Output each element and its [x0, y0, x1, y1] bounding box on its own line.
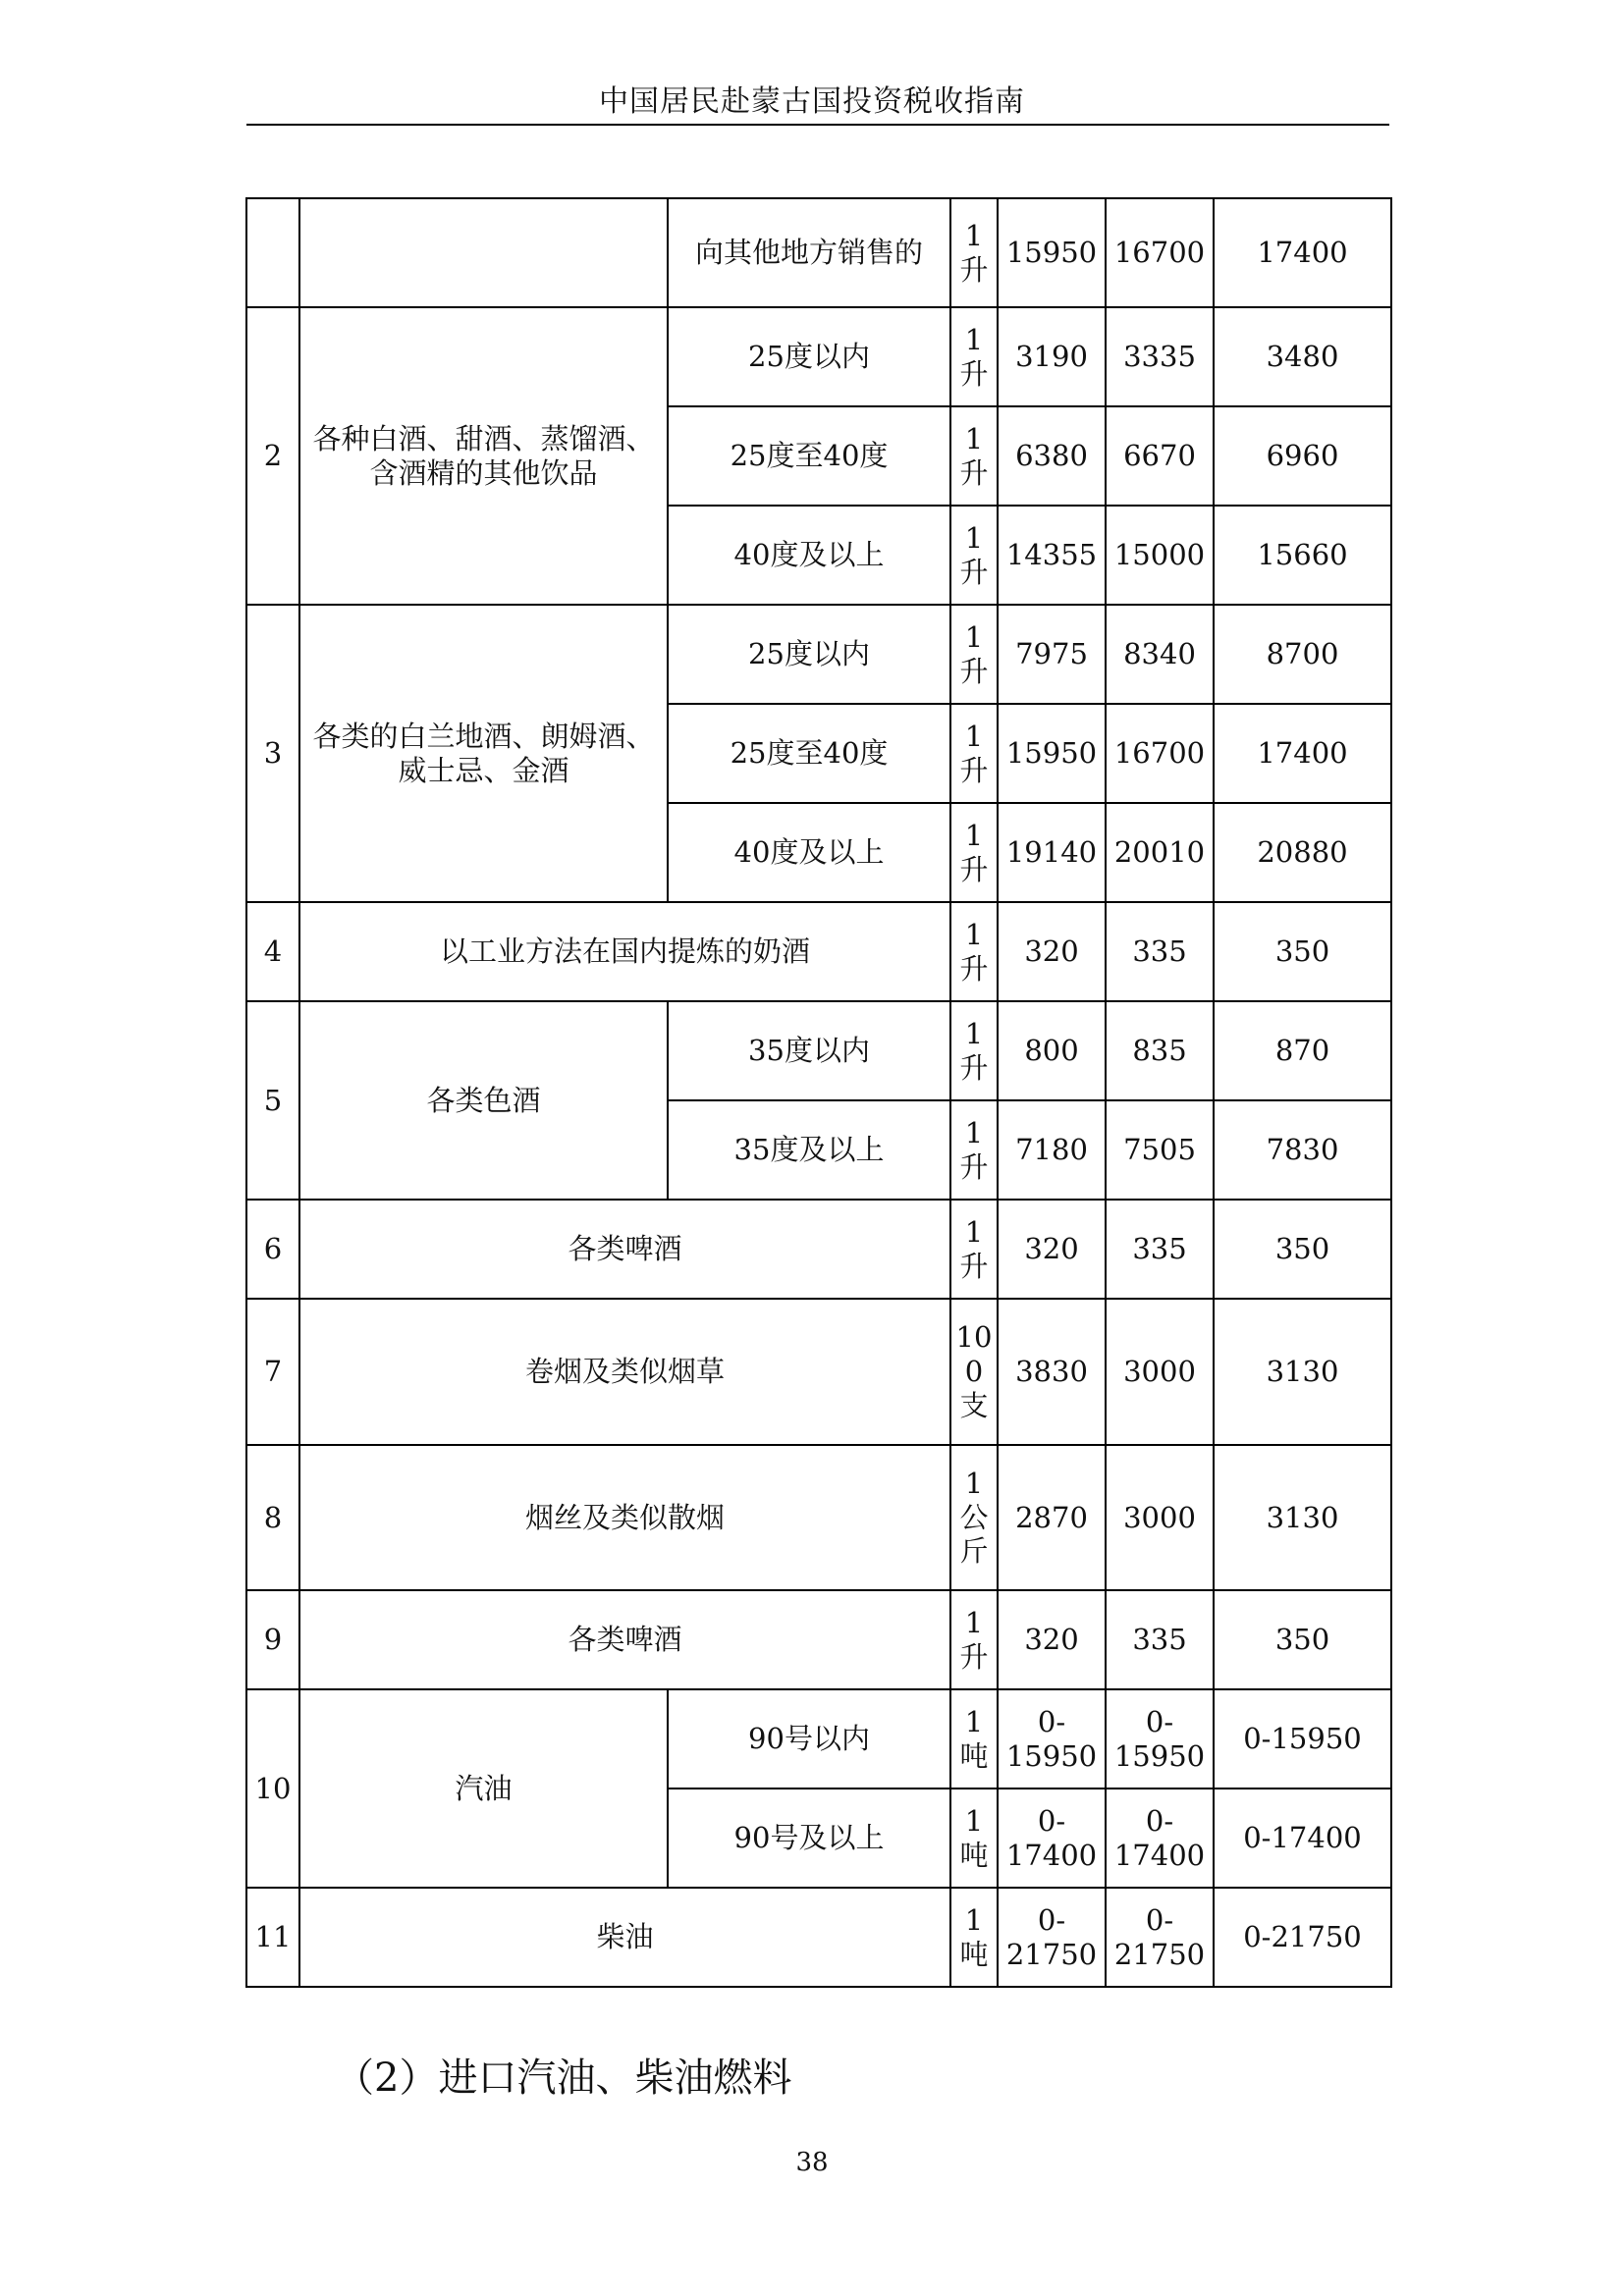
unit: 1吨 [950, 1888, 998, 1987]
rate-3: 3480 [1214, 307, 1391, 406]
table-row [246, 902, 1391, 1001]
rate-2: 8340 [1106, 605, 1214, 704]
rate-1: 320 [998, 1590, 1106, 1689]
table-row [246, 1689, 1391, 1789]
rate-3: 6960 [1214, 406, 1391, 506]
rate-3: 870 [1214, 1001, 1391, 1100]
product-name: 各类色酒 [299, 1001, 668, 1200]
product-name: 柴油 [299, 1888, 950, 1987]
unit: 100支 [950, 1299, 998, 1445]
rate-1: 19140 [998, 803, 1106, 902]
table-row [246, 307, 1391, 406]
rate-2: 6670 [1106, 406, 1214, 506]
rate-1: 0-17400 [998, 1789, 1106, 1888]
rate-3: 350 [1214, 1200, 1391, 1299]
rate-3: 17400 [1214, 198, 1391, 307]
excise-tax-table [245, 197, 1392, 1988]
rate-1: 15950 [998, 704, 1106, 803]
rate-1: 0-21750 [998, 1888, 1106, 1987]
sub-category: 90号以内 [668, 1689, 950, 1789]
rate-1: 6380 [998, 406, 1106, 506]
unit: 1升 [950, 1590, 998, 1689]
rate-1: 7975 [998, 605, 1106, 704]
rate-3: 3130 [1214, 1445, 1391, 1590]
rate-2: 3000 [1106, 1445, 1214, 1590]
sub-category: 40度及以上 [668, 803, 950, 902]
rate-2: 15000 [1106, 506, 1214, 605]
page-number: 38 [795, 2148, 829, 2177]
unit: 1吨 [950, 1689, 998, 1789]
rate-1: 2870 [998, 1445, 1106, 1590]
rate-2: 335 [1106, 902, 1214, 1001]
rate-2: 835 [1106, 1001, 1214, 1100]
row-number: 4 [246, 902, 299, 1001]
section-heading: （2）进口汽油、柴油燃料 [335, 2056, 792, 2101]
table-row [246, 1200, 1391, 1299]
rate-2: 0-21750 [1106, 1888, 1214, 1987]
product-name: 以工业方法在国内提炼的奶酒 [299, 902, 950, 1001]
rate-3: 0-15950 [1214, 1689, 1391, 1789]
row-number: 6 [246, 1200, 299, 1299]
rate-3: 8700 [1214, 605, 1391, 704]
product-name: 各类啤酒 [299, 1590, 950, 1689]
table-row [246, 1445, 1391, 1590]
rate-1: 3830 [998, 1299, 1106, 1445]
rate-2: 16700 [1106, 704, 1214, 803]
rate-3: 350 [1214, 1590, 1391, 1689]
row-number: 10 [246, 1689, 299, 1888]
sub-category: 25度至40度 [668, 406, 950, 506]
table-row [246, 1590, 1391, 1689]
unit: 1升 [950, 1001, 998, 1100]
header-divider [246, 124, 1389, 126]
sub-category: 35度及以上 [668, 1100, 950, 1200]
row-number: 9 [246, 1590, 299, 1689]
product-name: 卷烟及类似烟草 [299, 1299, 950, 1445]
unit: 1公斤 [950, 1445, 998, 1590]
page-header-title: 中国居民赴蒙古国投资税收指南 [599, 84, 1025, 119]
unit: 1升 [950, 406, 998, 506]
row-number: 11 [246, 1888, 299, 1987]
sub-category: 25度至40度 [668, 704, 950, 803]
unit: 1升 [950, 506, 998, 605]
rate-2: 0-15950 [1106, 1689, 1214, 1789]
sub-category: 40度及以上 [668, 506, 950, 605]
rate-1: 0-15950 [998, 1689, 1106, 1789]
rate-2: 7505 [1106, 1100, 1214, 1200]
unit: 1吨 [950, 1789, 998, 1888]
rate-1: 800 [998, 1001, 1106, 1100]
rate-1: 7180 [998, 1100, 1106, 1200]
sub-category: 35度以内 [668, 1001, 950, 1100]
product-name: 各种白酒、甜酒、蒸馏酒、含酒精的其他饮品 [299, 307, 668, 605]
row-number: 3 [246, 605, 299, 902]
rate-2: 16700 [1106, 198, 1214, 307]
row-number [246, 198, 299, 307]
table-row [246, 605, 1391, 704]
unit: 1升 [950, 1200, 998, 1299]
product-name [299, 198, 668, 307]
product-name: 各类的白兰地酒、朗姆酒、威士忌、金酒 [299, 605, 668, 902]
rate-3: 350 [1214, 902, 1391, 1001]
rate-1: 320 [998, 1200, 1106, 1299]
rate-3: 0-21750 [1214, 1888, 1391, 1987]
sub-category: 25度以内 [668, 605, 950, 704]
rate-2: 0-17400 [1106, 1789, 1214, 1888]
unit: 1升 [950, 704, 998, 803]
rate-3: 20880 [1214, 803, 1391, 902]
rate-1: 320 [998, 902, 1106, 1001]
rate-3: 3130 [1214, 1299, 1391, 1445]
unit: 1升 [950, 803, 998, 902]
sub-category: 25度以内 [668, 307, 950, 406]
rate-1: 3190 [998, 307, 1106, 406]
unit: 1升 [950, 902, 998, 1001]
table-row [246, 1001, 1391, 1100]
rate-1: 14355 [998, 506, 1106, 605]
rate-2: 3000 [1106, 1299, 1214, 1445]
row-number: 2 [246, 307, 299, 605]
product-name: 汽油 [299, 1689, 668, 1888]
rate-2: 335 [1106, 1590, 1214, 1689]
unit: 1升 [950, 605, 998, 704]
rate-2: 335 [1106, 1200, 1214, 1299]
unit: 1升 [950, 307, 998, 406]
row-number: 5 [246, 1001, 299, 1200]
row-number: 7 [246, 1299, 299, 1445]
rate-2: 3335 [1106, 307, 1214, 406]
rate-3: 7830 [1214, 1100, 1391, 1200]
table-row [246, 1299, 1391, 1445]
table-row [246, 1888, 1391, 1987]
unit: 1升 [950, 1100, 998, 1200]
rate-3: 15660 [1214, 506, 1391, 605]
product-name: 各类啤酒 [299, 1200, 950, 1299]
table-row [246, 198, 1391, 307]
rate-2: 20010 [1106, 803, 1214, 902]
rate-3: 0-17400 [1214, 1789, 1391, 1888]
rate-1: 15950 [998, 198, 1106, 307]
unit: 1升 [950, 198, 998, 307]
sub-category: 向其他地方销售的 [668, 198, 950, 307]
row-number: 8 [246, 1445, 299, 1590]
sub-category: 90号及以上 [668, 1789, 950, 1888]
rate-3: 17400 [1214, 704, 1391, 803]
product-name: 烟丝及类似散烟 [299, 1445, 950, 1590]
